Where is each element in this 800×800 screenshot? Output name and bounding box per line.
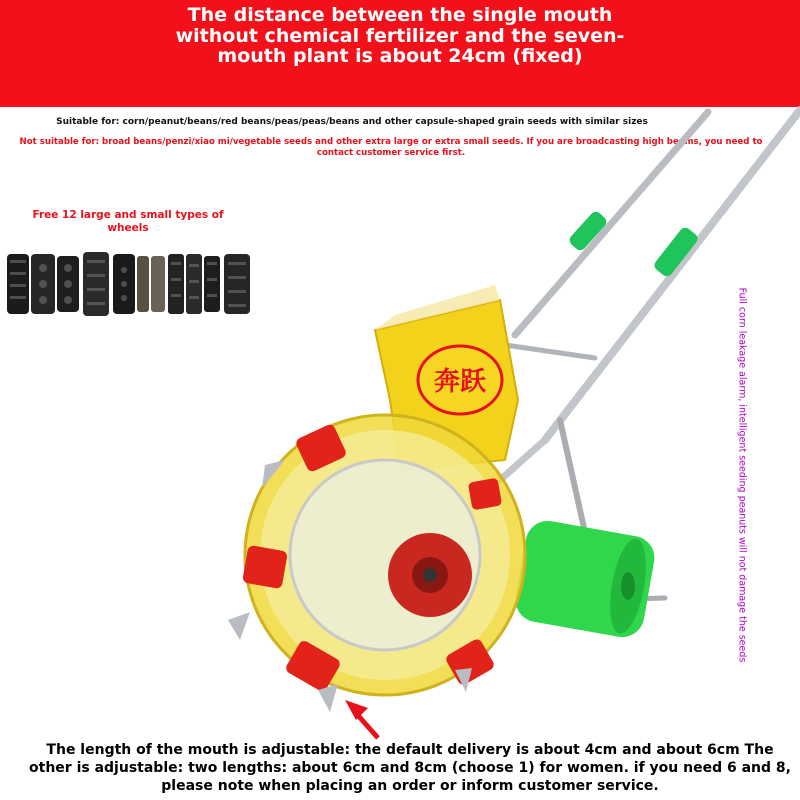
banner-title: The distance between the single mouth without chemical fertilizer and the seven-mouth plant is about 24cm (fixed)	[175, 4, 625, 67]
green-roller	[512, 517, 658, 640]
footer-note: The length of the mouth is adjustable: the default delivery is about 4cm and about 6cm The other is adjustable: two lengths: about 6cm and 8cm (choose 1) for women. if you need 6 and 8, please note when placing an order or inform customer service.	[29, 742, 791, 794]
hopper-logo: 奔跃	[433, 367, 487, 397]
wheels-caption: Free 12 large and small types of wheels	[32, 209, 224, 234]
suitable-seeds-text: Suitable for: corn/peanut/beans/red beans/peas/peas/beans and other capsule-shaped grain seeds with similar sizes	[56, 117, 648, 127]
side-note-text: Full corn leakage alarm, intelligent seeding peanuts will not damage the seeds	[736, 287, 748, 663]
not-suitable-seeds-text: Not suitable for: broad beans/penzi/xiao mi/vegetable seeds and other extra large or extra small seeds. If you are broadcasting high beams, you need to contact customer service first.	[19, 137, 763, 158]
red-arrow-icon	[345, 700, 378, 738]
side-note-vertical	[728, 250, 756, 700]
